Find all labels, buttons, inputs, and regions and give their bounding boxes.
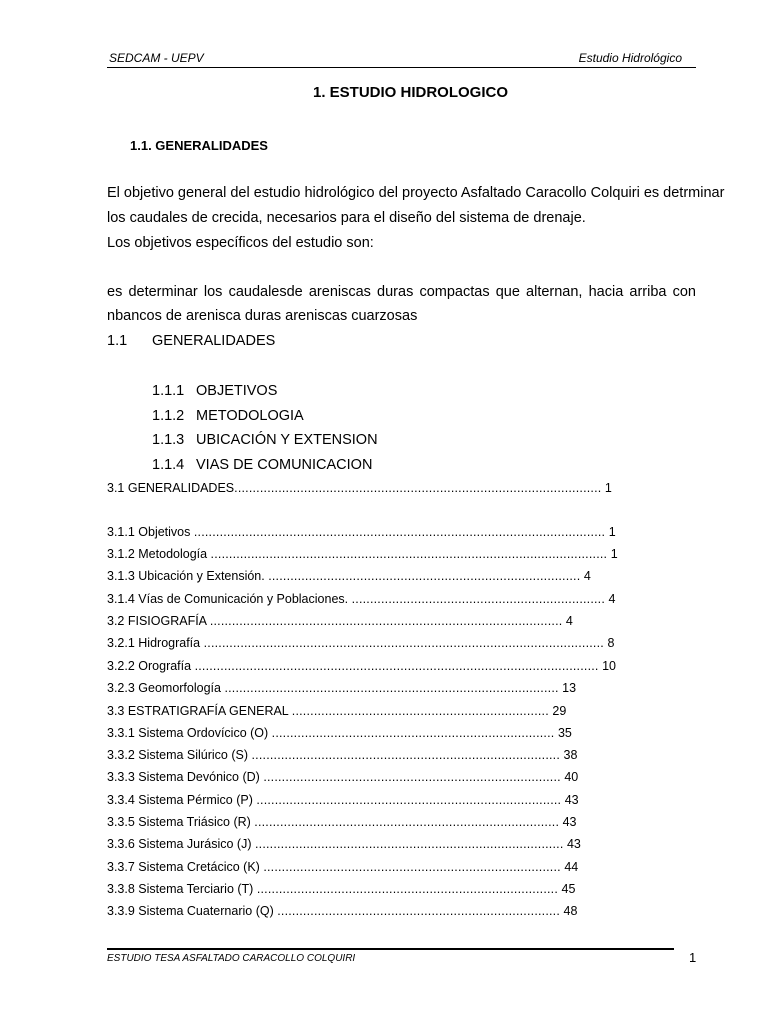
outline-item-label: VIAS DE COMUNICACION [196, 457, 373, 474]
outline-item-number: 1.1.1 [152, 383, 185, 399]
outline-item [152, 383, 277, 399]
toc-entry [107, 525, 616, 539]
toc-entry-leader: ............................................................................. [271, 726, 555, 740]
toc-entry [107, 614, 573, 628]
toc-entry [107, 569, 591, 583]
toc-entry-leader: ............................................................................................................ [210, 547, 608, 561]
outline-item-number: 1.1.4 [152, 457, 185, 474]
paragraph-line: los caudales de crecida, necesarios para el diseño del sistema de drenaje. [107, 210, 586, 226]
paragraph-word: duras [377, 284, 414, 300]
outline-item-label: UBICACIÓN Y EXTENSION [196, 432, 378, 449]
toc-entry-label: 3.1.2 Metodología [107, 547, 211, 561]
toc-entry-label: 3.3.7 Sistema Cretácico (K) [107, 860, 264, 874]
header-left: SEDCAM - UEPV [109, 51, 204, 65]
paragraph-word: arriba [629, 284, 667, 300]
paragraph-word: compactas [419, 284, 490, 300]
toc-entry-page: 4 [565, 614, 573, 628]
toc-entry-leader: .................................................................................. [256, 882, 559, 896]
toc-entry-label: 3.1.4 Vías de Comunicación y Poblaciones. [107, 592, 352, 606]
toc-entry-page: 1 [610, 547, 618, 561]
paragraph-word: hacia [588, 284, 624, 300]
toc-entry-page: 29 [552, 704, 567, 718]
toc-entry-page: 48 [563, 904, 578, 918]
toc-entry-label: 3.3.8 Sistema Terciario (T) [107, 882, 257, 896]
toc-entry [107, 547, 618, 561]
outline-item [152, 432, 378, 448]
toc-entry-page: 13 [562, 681, 577, 695]
header-rule [107, 67, 696, 68]
outline-item-number: 1.1.3 [152, 432, 185, 449]
page-title: 1. ESTUDIO HIDROLOGICO [313, 84, 509, 101]
toc-entry-leader: ................................................................................................................ [193, 525, 606, 539]
toc-entry-page: 10 [602, 659, 616, 673]
toc-entry [107, 860, 578, 874]
toc-entry-page: 1 [604, 481, 612, 495]
toc-entry-page: 8 [607, 636, 615, 650]
toc-entry-label: 3.1 GENERALIDADES [107, 481, 235, 495]
toc-entry [107, 726, 572, 740]
outline-main-number: 1.1 [107, 333, 128, 349]
paragraph-word: que [495, 284, 520, 300]
outline-item-label: OBJETIVOS [196, 383, 278, 399]
toc-entry-page: 4 [608, 592, 616, 606]
outline-item-number: 1.1.2 [152, 407, 185, 424]
toc-entry-leader: ................................................................................... [256, 793, 562, 807]
toc-entry-label: 3.3.2 Sistema Silúrico (S) [107, 748, 252, 762]
toc-entry-label: 3.1.1 Objetivos [107, 525, 194, 539]
toc-entry-page: 44 [564, 860, 579, 874]
header-right: Estudio Hidrológico [578, 51, 682, 65]
toc-entry [107, 659, 616, 673]
paragraph-word: alternan, [526, 284, 583, 300]
toc-entry-page: 1 [608, 525, 616, 539]
footer-left: ESTUDIO TESA ASFALTADO CARACOLLO COLQUIRI [107, 953, 356, 964]
toc-entry-page: 4 [583, 569, 591, 583]
outline-item [152, 408, 304, 424]
toc-entry-page: 35 [557, 726, 572, 740]
paragraph-word: areniscas [308, 284, 371, 300]
toc-entry-page: 43 [562, 815, 577, 829]
paragraph-line: Los objetivos específicos del estudio son: [107, 235, 374, 251]
toc-entry-leader: ..................................................................................... [268, 569, 581, 583]
toc-entry-leader: ............................................................................. [277, 904, 561, 918]
toc-entry-page: 43 [566, 837, 581, 851]
toc-entry-leader: ................................................................................. [263, 770, 561, 784]
paragraph-word: determinar [128, 284, 198, 300]
justified-paragraph-line [107, 284, 696, 300]
toc-entry-page: 38 [563, 748, 578, 762]
toc-entry [107, 793, 579, 807]
toc-entry [107, 481, 612, 495]
toc-entry-leader: .................................................................................... [251, 748, 561, 762]
section-heading: 1.1. GENERALIDADES [130, 138, 268, 153]
toc-entry-leader: .................................................................................................... [234, 481, 602, 495]
toc-entry-label: 3.3 ESTRATIGRAFÍA GENERAL [107, 704, 292, 718]
toc-entry-page: 40 [564, 770, 579, 784]
toc-entry [107, 592, 615, 606]
toc-entry-label: 3.3.1 Sistema Ordovícico (O) [107, 726, 272, 740]
toc-entry-label: 3.2.2 Orografía [107, 659, 195, 673]
toc-entry-label: 3.2.1 Hidrografía [107, 636, 204, 650]
footer-rule [107, 948, 674, 950]
outline-item [152, 457, 372, 473]
toc-entry-leader: ............................................................................................................. [203, 636, 604, 650]
toc-entry-label: 3.3.5 Sistema Triásico (R) [107, 815, 255, 829]
toc-entry-leader: ................................................................................... [254, 815, 560, 829]
toc-entry-leader: ................................................................................................ [209, 614, 563, 628]
paragraph-word: caudalesde [228, 284, 303, 300]
toc-entry-label: 3.2 FISIOGRAFÍA [107, 614, 210, 628]
outline-main-label: GENERALIDADES [152, 333, 276, 349]
toc-entry [107, 681, 576, 695]
outline-main [107, 333, 275, 349]
paragraph-line: El objetivo general del estudio hidrológico del proyecto Asfaltado Caracollo Colquiri es detrminar [107, 185, 725, 201]
toc-entry-label: 3.1.3 Ubicación y Extensión. [107, 569, 269, 583]
toc-entry-label: 3.3.6 Sistema Jurásico (J) [107, 837, 255, 851]
toc-entry [107, 748, 577, 762]
page-number: 1 [689, 950, 697, 965]
toc-entry-label: 3.3.4 Sistema Pérmico (P) [107, 793, 257, 807]
toc-entry-leader: ................................................................................. [263, 860, 561, 874]
toc-entry [107, 837, 581, 851]
toc-entry-leader: ...................................................................... [291, 704, 549, 718]
toc-entry [107, 770, 578, 784]
toc-entry-page: 43 [564, 793, 579, 807]
toc-entry [107, 636, 614, 650]
toc-entry [107, 882, 575, 896]
toc-entry [107, 904, 577, 918]
toc-entry-page: 45 [561, 882, 576, 896]
toc-entry-label: 3.2.3 Geomorfología [107, 681, 225, 695]
paragraph-word: con [672, 284, 696, 300]
outline-item-label: METODOLOGIA [196, 407, 304, 424]
paragraph-line: nbancos de arenisca duras areniscas cuarzosas [107, 308, 418, 324]
paragraph-word: los [203, 284, 223, 300]
toc-entry-leader: ........................................................................................... [224, 681, 559, 695]
toc-entry-leader: .............................................................................................................. [194, 659, 599, 673]
toc-entry-leader: .................................................................................... [254, 837, 564, 851]
toc-entry-label: 3.3.9 Sistema Cuaternario (Q) [107, 904, 278, 918]
toc-entry [107, 815, 577, 829]
toc-entry [107, 704, 566, 718]
toc-entry-leader: ..................................................................... [351, 592, 606, 606]
toc-entry-label: 3.3.3 Sistema Devónico (D) [107, 770, 264, 784]
paragraph-word: es [107, 284, 123, 300]
